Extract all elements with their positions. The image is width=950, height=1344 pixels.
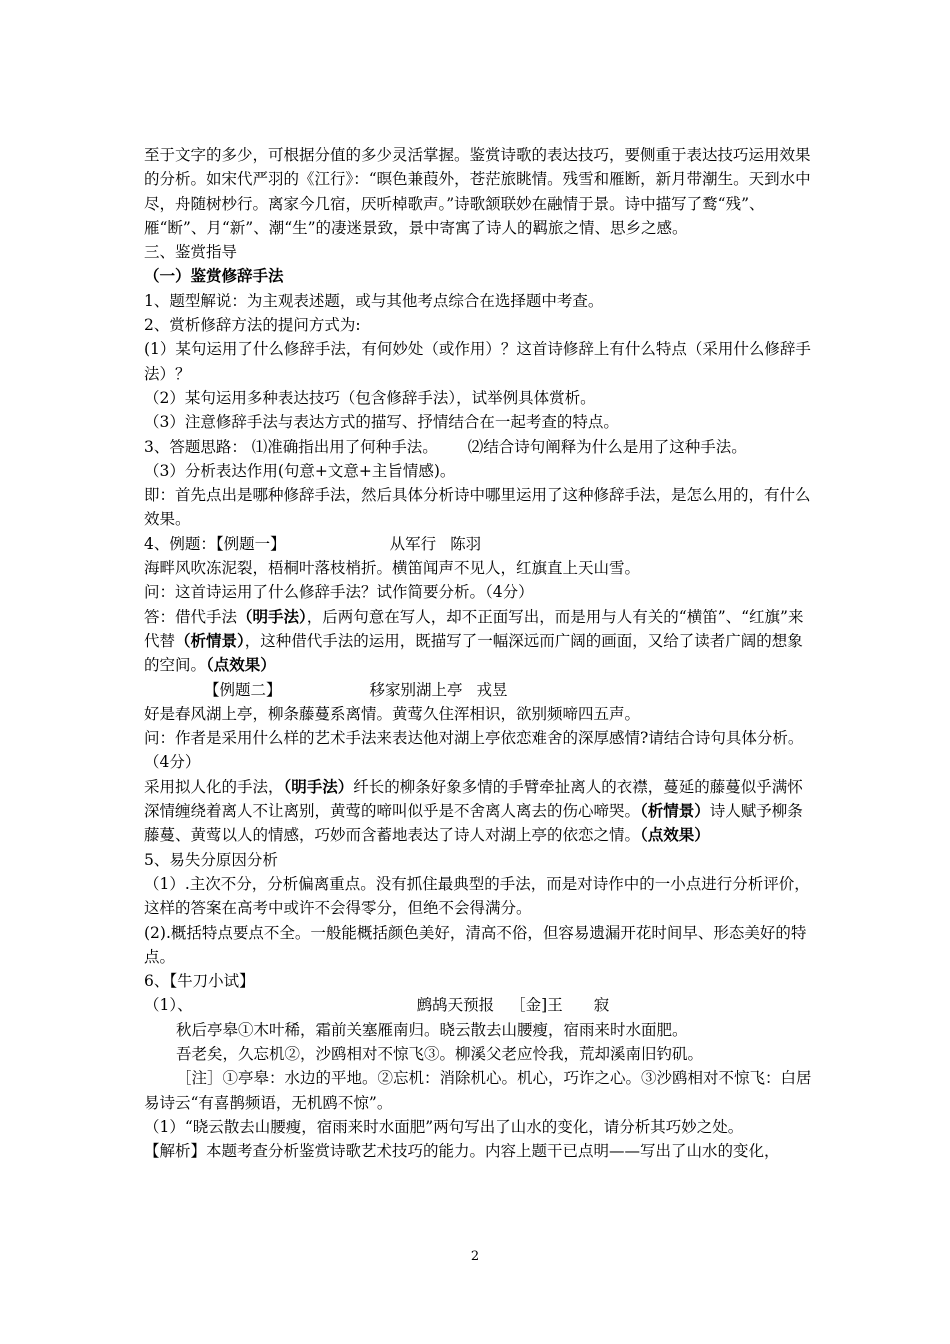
answer-part: ，这种借代手法的运用，既描写了一幅深远而广阔的画面，又给了读者广阔的想象的空间。 <box>144 631 803 675</box>
example-2-heading <box>144 678 814 702</box>
poem-text: 海畔风吹冻泥裂，梧桐叶落枝梢折。横笛闻声不见人，红旗直上天山雪。 <box>144 559 641 578</box>
practice-heading <box>144 993 814 1017</box>
answer-text <box>144 605 814 678</box>
subsection-heading: （一）鉴赏修辞手法 <box>144 266 284 286</box>
poem-author: ［金]王 寂 <box>510 996 610 1015</box>
answer-tag: （明手法） <box>283 776 354 796</box>
answer-part: ，后两句意在写人，却不正面写出，而是用与人有关的“横笛”、“红旗”来代替 <box>144 607 804 650</box>
answer-text <box>144 775 814 848</box>
text-line: (1）某句运用了什么修辞手法，有何妙处（或作用）？这首诗修辞上有什么特点（采用什么修辞手法）？ <box>144 340 811 383</box>
example-2-label: 【例题二】 <box>204 680 282 699</box>
poem-title: 从军行 <box>389 534 437 553</box>
text-line: 即：首先点出是哪种修辞手法，然后具体分析诗中哪里运用了这种修辞手法，是怎么用的，有什么效果。 <box>144 486 811 529</box>
analysis-label: 【解析】 <box>144 1142 207 1161</box>
poem-line: 吾老矣，久忘机②，沙鸥相对不惊飞③。柳溪父老应怜我，荒却溪南旧钓矶。 <box>176 1044 704 1063</box>
question-text: 问：这首诗运用了什么修辞手法？试作简要分析。（4分） <box>144 583 534 602</box>
answer-tag: （明手法） <box>237 606 307 626</box>
text-line: （3）注意修辞手法与表达方式的描写、抒情结合在一起考查的特点。 <box>144 413 619 432</box>
analysis-text <box>144 1139 814 1163</box>
poem-author: 陈羽 <box>450 534 482 553</box>
poem-title: 移家别湖上亭 <box>369 680 463 699</box>
answer-approach-line <box>144 435 814 459</box>
document-body <box>144 143 814 1163</box>
answer-tag: （析情景） <box>640 801 710 821</box>
text-line: 1、题型解说：为主观表述题，或与其他考点综合在选择题中考查。 <box>144 291 604 310</box>
text-line: （1）.主次不分，分析偏离重点。没有抓住最典型的手法，而是对诗作中的一小点进行分析评价，这样的答案在高考中或许不会得零分，但绝不会得满分。 <box>144 874 810 918</box>
text-line: (2).概括特点要点不全。一般能概括颜色美好，清高不俗，但容易遗漏开花时间早、形态美好的特点。 <box>144 923 807 966</box>
answer-part: 答：借代手法 <box>144 607 238 626</box>
answer-tag: （析情景） <box>175 630 245 650</box>
poem-text: 好是春风湖上亭，柳条藤蔓系离情。黄莺久住浑相识，欲别频啼四五声。 <box>144 704 641 723</box>
question-text: （1）“晓云散去山腰瘦，宿雨来时水面肥”两句写出了山水的变化，请分析其巧妙之处。 <box>144 1117 744 1136</box>
practice-prefix: （1）、 <box>144 996 193 1015</box>
poem-title: 鹧鸪天预报 <box>416 996 495 1015</box>
question-text: 问：作者是采用什么样的艺术手法来表达他对湖上亭依恋难舍的深厚感情?请结合诗句具体分析。（4分） <box>144 729 804 772</box>
intro-paragraph: 至于文字的多少，可根据分值的多少灵活掌握。鉴赏诗歌的表达技巧，要侧重于表达技巧运用效果的分析。如宋代严羽的《江行》：“暝色兼葭外，苍茫旅眺情。残雪和雁断，新月带潮生。天到水中尽，舟随树杪行。离家今几宿，厌听棹歌声。”诗歌颔联妙在融情于景。诗中描写了鹜“残”、雁“断”、月“新”、潮“生”的凄迷景致，景中寄寓了诗人的羁旅之情、思乡之感。 <box>144 146 811 237</box>
poem-author: 戎昱 <box>476 680 508 699</box>
text-line: 6、【牛刀小试】 <box>144 972 255 991</box>
approach-step-2: ⑵结合诗句阐释为什么是用了这种手法。 <box>467 437 747 456</box>
section-heading: 三、鉴赏指导 <box>144 243 238 262</box>
text-line: （2）某句运用多种表达技巧（包含修辞手法），试举例具体赏析。 <box>144 388 596 407</box>
text-line: 2、赏析修辞方法的提问方式为: <box>144 316 361 335</box>
answer-tag: （点效果） <box>640 825 710 845</box>
text-line: 5、易失分原因分析 <box>144 850 278 869</box>
poem-line: 秋后亭皋①木叶稀，霜前关塞雁南归。晓云散去山腰瘦，宿雨来时水面肥。 <box>176 1020 688 1039</box>
example-1-prefix: 4、例题：【例题一】 <box>144 534 286 553</box>
page-number: 2 <box>470 1249 480 1264</box>
answer-part: 纤长的柳条好象多情的手臂牵扯离人的衣襟，蔓延的藤蔓似乎满怀深情缠绕着离人不让离别，黄莺的啼叫似乎是不舍离人离去的伤心啼哭。 <box>144 777 803 821</box>
answer-tag: （点效果） <box>206 655 276 675</box>
text-line: （3）分析表达作用(句意+文意+主旨情感)。 <box>144 461 456 480</box>
analysis-body: 本题考查分析鉴赏诗歌艺术技巧的能力。内容上题干已点明——写出了山水的变化， <box>206 1142 780 1161</box>
answer-part: 采用拟人化的手法， <box>144 777 284 796</box>
example-1-heading <box>144 532 814 556</box>
answer-part: 诗人赋予柳条藤蔓、黄莺以人的情感，巧妙而含蓄地表达了诗人对湖上亭的依恋之情。 <box>144 802 803 845</box>
poem-note: ［注］①亭皋：水边的平地。②忘机：消除机心。机心，巧诈之心。③沙鸥相对不惊飞：白居易诗云“有喜鹊频语，无机鸥不惊”。 <box>144 1069 812 1112</box>
approach-step-1: 3、答题思路： ⑴准确指出用了何种手法。 <box>144 437 438 456</box>
